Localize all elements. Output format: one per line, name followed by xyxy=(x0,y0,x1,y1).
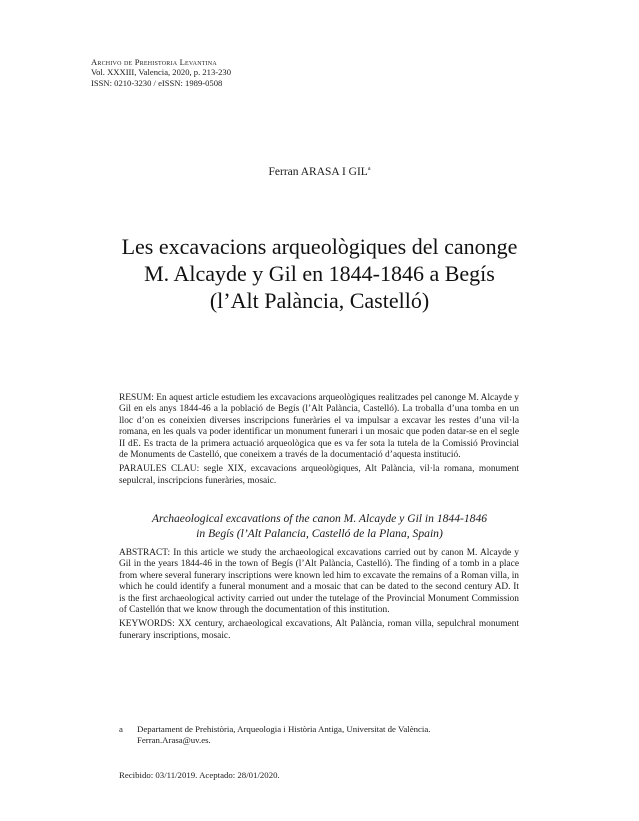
resum-text: RESUM: En aquest article estudiem les excavacions arqueològiques realitzades pel canonge M. Alcayde y Gil en els anys 1844-46 a la població de Begís (l’Alt Palància, Castelló). La troballa d’una tomba en un lloc d’on es coneixien diverses inscripcions funeràries el va impulsar a excavar les restes d’una vil·la romana, en les quals va poder identificar un monument funerari i un mosaic que poden datar-se en el segle II dE. Es tracta de la primera actuació arqueològica que es va fer sota la tutela de la Comissió Provincial de Monuments de Castelló, que coneixem a través de la documentació d’aquesta institució. xyxy=(119,393,519,461)
received-dates: Recibido: 03/11/2019. Aceptado: 28/01/2020. xyxy=(119,770,280,780)
journal-header xyxy=(91,57,231,88)
journal-name: Archivo de Prehistoria Levantina xyxy=(91,57,217,67)
footnote-email: Ferran.Arasa@uv.es. xyxy=(137,735,211,745)
journal-issn: ISSN: 0210-3230 / eISSN: 1989-0508 xyxy=(91,77,223,88)
article-title xyxy=(60,233,579,314)
english-title-line-2: in Begís (l’Alt Palancia, Castelló de la Plana, Spain) xyxy=(196,526,443,540)
title-line-1: Les excavacions arqueològiques del canonge xyxy=(121,234,518,259)
author-name: Ferran ARASA I GIL xyxy=(268,166,368,178)
footnote-affiliation: Departament de Prehistòria, Arqueologia i Història Antiga, Universitat de València. xyxy=(137,724,431,734)
author-line xyxy=(0,166,639,178)
english-title-line-1: Archaeological excavations of the canon M. Alcayde y Gil in 1844-1846 xyxy=(151,512,488,525)
author-affiliation-mark: a xyxy=(367,166,371,172)
footnote-mark: a xyxy=(119,724,123,734)
abstract-section xyxy=(119,548,519,645)
abstract-text: ABSTRACT: In this article we study the archaeological excavations carried out by canon M. Alcayde y Gil in the years 1844-46 in the town of Begís (l’Alt Palància, Castelló). The finding of a tomb in a place from where several funerary inscriptions were known led him to excavate the remains of a Roman villa, in which he could identify a funeral monument and a mosaic that can be dated to the second century AD. It is the first archaeological activity carried out under the tutelage of the Provincial Monument Commission of Castellón that we know through the documentation of this institution. xyxy=(119,548,519,616)
journal-volume: Vol. XXXIII, Valencia, 2020, p. 213-230 xyxy=(91,67,232,78)
footnote xyxy=(119,724,430,746)
title-line-2: M. Alcayde y Gil en 1844-1846 a Begís xyxy=(144,261,495,286)
english-title xyxy=(100,512,539,541)
resum-keywords: PARAULES CLAU: segle XIX, excavacions arqueològiques, Alt Palància, vil·la romana, monument sepulcral, inscripcions funeràries, mosaic. xyxy=(119,464,519,486)
abstract-keywords: KEYWORDS: XX century, archaeological excavations, Alt Palància, roman villa, sepulchral monument funerary inscriptions, mosaic. xyxy=(119,619,519,641)
title-line-3: (l’Alt Palància, Castelló) xyxy=(209,288,430,313)
resum-section xyxy=(119,393,519,490)
